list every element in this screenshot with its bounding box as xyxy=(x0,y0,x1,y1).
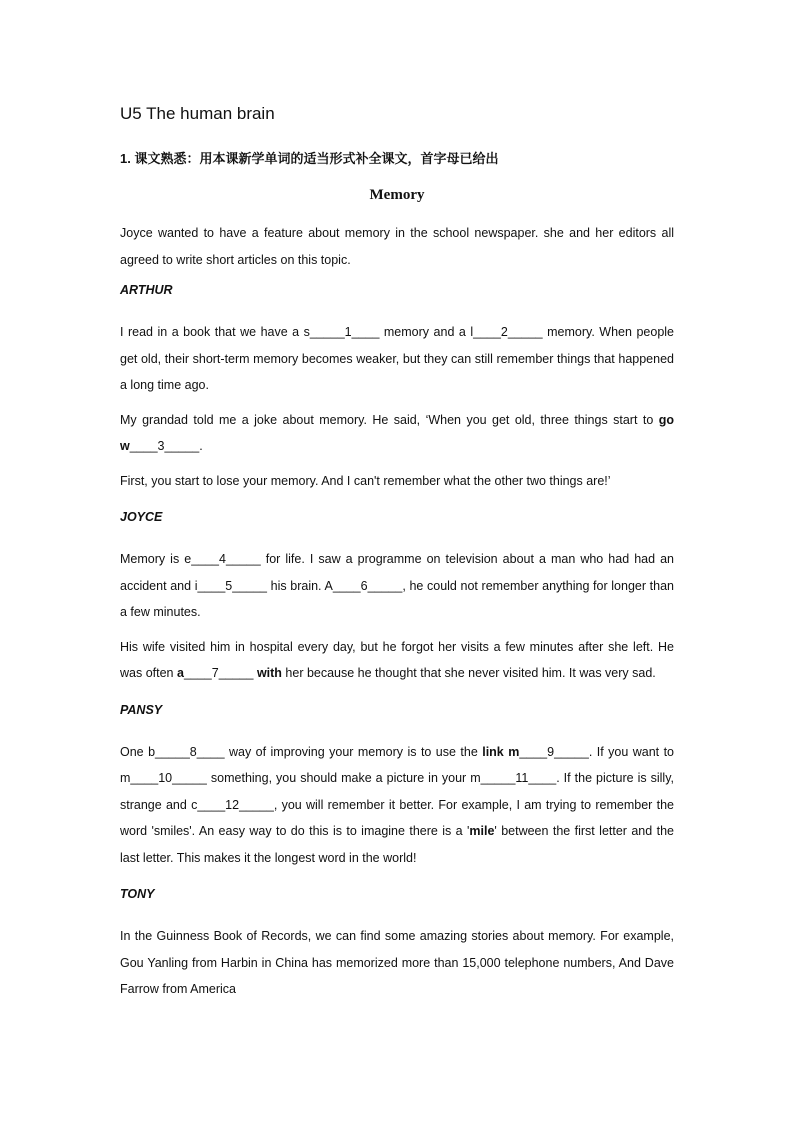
unit-title: U5 The human brain xyxy=(120,104,275,123)
pansy-p1-text-b: ____9_____. If you want to m____10_____ something, you should make a picture in your m_____11____. If the picture is silly, strange and c____12_____, you will remember it better. For example, I am trying to remember the word 'smiles'. An easy way to do this is to imagine there is a ' xyxy=(120,744,674,838)
arthur-paragraph-3: First, you start to lose your memory. And I can't remember what the other two things are!’ xyxy=(120,473,611,488)
intro-paragraph: Joyce wanted to have a feature about memory in the school newspaper. she and her editors all agreed to write short articles on this topic. xyxy=(120,226,674,267)
pansy-paragraph-1 xyxy=(120,739,674,872)
joyce-p2-bold-2: with xyxy=(256,666,282,680)
arthur-paragraph-2 xyxy=(120,407,674,460)
joyce-paragraph-2 xyxy=(120,634,674,687)
arthur-paragraph-1: I read in a book that we have a s_____1____ memory and a l____2_____ memory. When people get old, their short-term memory becomes weaker, but they can still remember things that happened a long time ago. xyxy=(120,325,674,392)
author-joyce: JOYCE xyxy=(120,510,163,524)
author-arthur: ARTHUR xyxy=(120,283,173,297)
joyce-p2-text-b: ____7_____ xyxy=(183,666,257,680)
joyce-p2-bold-1: a xyxy=(176,666,184,680)
joyce-p2-text-c: her because he thought that she never visited him. It was very sad. xyxy=(281,666,656,680)
author-tony: TONY xyxy=(120,887,155,901)
pansy-p1-text-c: ' between the first letter and the last letter. This makes it the longest word in the world! xyxy=(120,824,674,865)
pansy-p1-text-a: One b_____8____ way of improving your memory is to use the xyxy=(120,744,483,759)
joyce-p2-text-a: His wife visited him in hospital every day, but he forgot her visits a few minutes after she left. He was often xyxy=(120,639,674,680)
exercise-instruction: 1. 课文熟悉：用本课新学单词的适当形式补全课文，首字母已给出 xyxy=(120,151,499,166)
pansy-p1-bold: link m xyxy=(482,744,520,759)
joyce-paragraph-1: Memory is e____4_____ for life. I saw a programme on television about a man who had had an accident and i____5_____ his brain. A____6_____, he could not remember anything for longer than a few minutes. xyxy=(120,552,674,619)
pansy-p1-bold-2: mile xyxy=(469,824,495,838)
article-title: Memory xyxy=(369,187,425,203)
arthur-p2-text-a: My grandad told me a joke about memory. He said, ‘When you get old, three things start to xyxy=(120,412,659,427)
author-pansy: PANSY xyxy=(120,702,163,717)
tony-paragraph-1: In the Guinness Book of Records, we can find some amazing stories about memory. For example, Gou Yanling from Harbin in China has memorized more than 15,000 telephone numbers, And Dave Farrow from America xyxy=(120,929,674,996)
arthur-p2-bold: go w xyxy=(120,412,674,453)
arthur-p2-text-b: ____3_____. xyxy=(129,439,203,453)
document-page xyxy=(120,104,674,1011)
